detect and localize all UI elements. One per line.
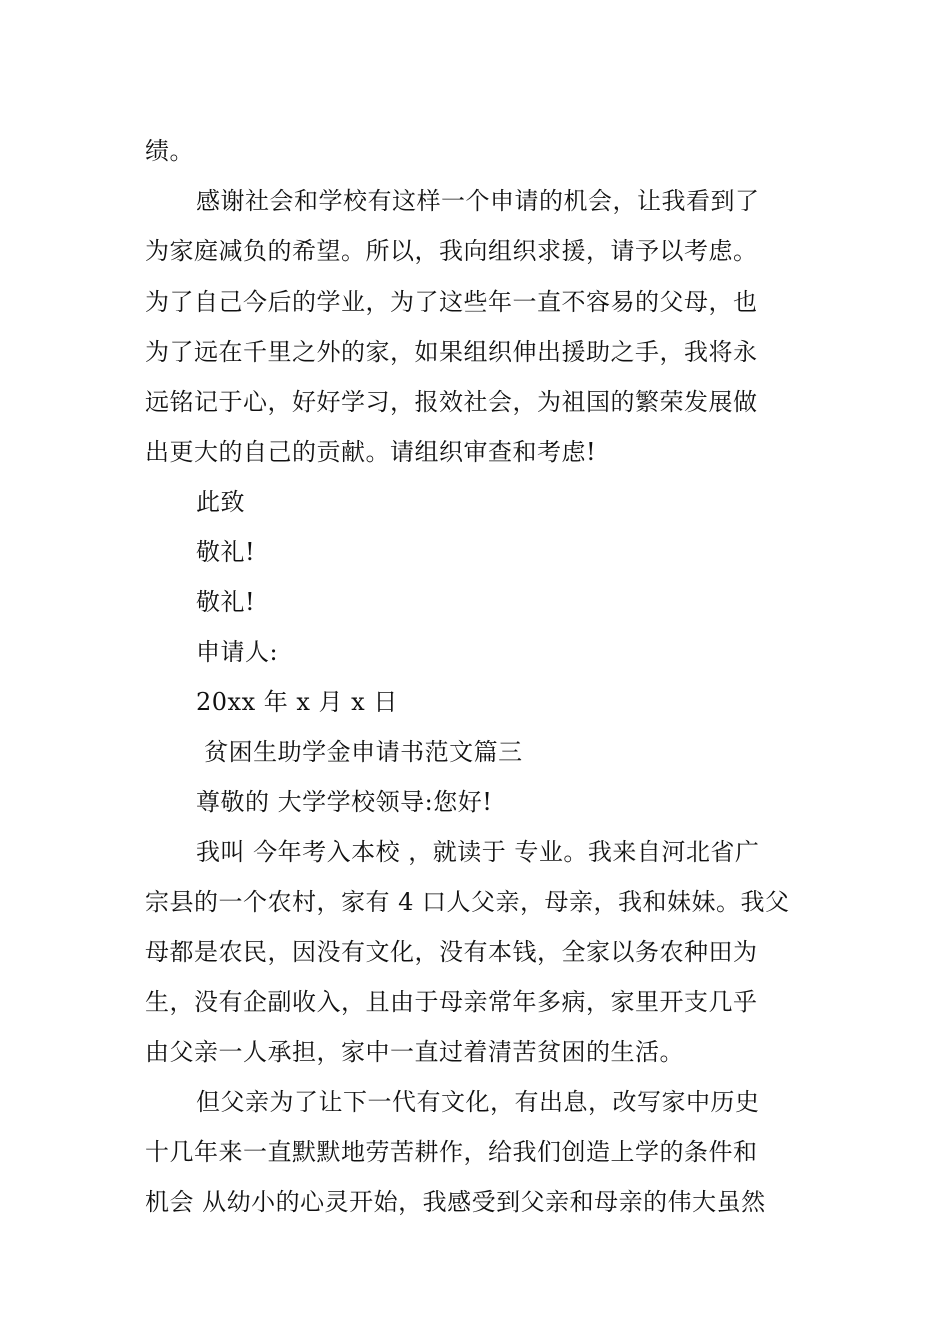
closing-regards: 敬礼!: [196, 588, 256, 616]
text-line: 绩。: [145, 137, 194, 165]
paragraph-line: 远铭记于心，好好学习，报效社会，为祖国的繁荣发展做: [145, 388, 758, 416]
paragraph-line: 由父亲一人承担，家中一直过着清苦贫困的生活。: [145, 1038, 684, 1066]
closing-salutation: 此致: [196, 488, 245, 516]
paragraph-line: 出更大的自己的贡献。请组织审查和考虑!: [145, 438, 597, 466]
paragraph-line: 为家庭减负的希望。所以，我向组织求援，请予以考虑。: [145, 237, 758, 265]
paragraph-line: 宗县的一个农村，家有 4 口人父亲，母亲，我和妹妹。我父: [145, 888, 790, 916]
paragraph-line: 十几年来一直默默地劳苦耕作，给我们创造上学的条件和: [145, 1138, 758, 1166]
paragraph-line: 生，没有企副收入，且由于母亲常年多病，家里开支几乎: [145, 988, 758, 1016]
date-line: 20xx 年 x 月 x 日: [196, 688, 398, 716]
paragraph-line: 为了自己今后的学业，为了这些年一直不容易的父母，也: [145, 288, 758, 316]
paragraph-line: 为了远在千里之外的家，如果组织伸出援助之手，我将永: [145, 338, 758, 366]
applicant-label: 申请人:: [196, 638, 279, 666]
section-title: 贫困生助学金申请书范文篇三: [196, 738, 523, 766]
paragraph-line: 母都是农民，因没有文化，没有本钱，全家以务农种田为: [145, 938, 758, 966]
paragraph-line: 我叫 今年考入本校 ，就读于 专业。我来自河北省广: [196, 838, 760, 866]
paragraph-line: 但父亲为了让下一代有文化，有出息，改写家中历史: [196, 1088, 760, 1116]
greeting-line: 尊敬的 大学学校领导:您好!: [196, 788, 493, 816]
paragraph-line: 机会 从幼小的心灵开始，我感受到父亲和母亲的伟大虽然: [145, 1188, 766, 1216]
closing-regards: 敬礼!: [196, 538, 256, 566]
paragraph-line: 感谢社会和学校有这样一个申请的机会，让我看到了: [196, 187, 760, 215]
